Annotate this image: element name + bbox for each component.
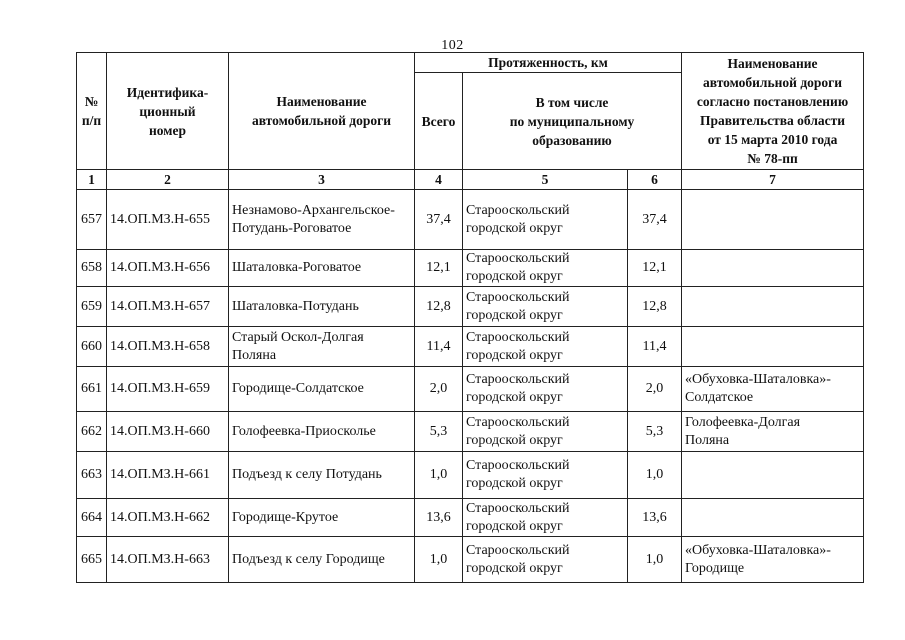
header-previous-name: Наименование автомобильной дороги согласно постановлению Правительства области от 15 марта 2010 года № 78-пп: [682, 53, 864, 170]
previous-name: [682, 499, 864, 537]
column-number-row: [77, 170, 864, 190]
table-row: [77, 287, 864, 327]
length-municipality: 13,6: [628, 499, 682, 537]
road-name: Городище-Крутое: [229, 499, 415, 537]
row-number: 658: [77, 250, 107, 287]
road-name: Городище-Солдатское: [229, 367, 415, 412]
previous-name: Голофеевка-Долгая Поляна: [682, 412, 864, 452]
municipality: Старооскольский городской округ: [463, 412, 628, 452]
row-number: 657: [77, 190, 107, 250]
road-id: 14.ОП.МЗ.Н-660: [107, 412, 229, 452]
length-total: 12,8: [415, 287, 463, 327]
header-road-name: Наименование автомобильной дороги: [229, 53, 415, 170]
road-id: 14.ОП.МЗ.Н-659: [107, 367, 229, 412]
previous-name: «Обуховка-Шаталовка»- Солдатское: [682, 367, 864, 412]
row-number: 662: [77, 412, 107, 452]
length-total: 37,4: [415, 190, 463, 250]
header-id: Идентифика- ционный номер: [107, 53, 229, 170]
road-name: Подъезд к селу Городище: [229, 537, 415, 583]
column-number: 1: [77, 170, 107, 190]
road-id: 14.ОП.МЗ.Н-655: [107, 190, 229, 250]
table-row: [77, 367, 864, 412]
header-num: № п/п: [77, 53, 107, 170]
municipality: Старооскольский городской округ: [463, 367, 628, 412]
length-municipality: 1,0: [628, 452, 682, 499]
length-municipality: 5,3: [628, 412, 682, 452]
length-municipality: 2,0: [628, 367, 682, 412]
length-total: 2,0: [415, 367, 463, 412]
municipality: Старооскольский городской округ: [463, 499, 628, 537]
column-number: 7: [682, 170, 864, 190]
row-number: 665: [77, 537, 107, 583]
length-municipality: 12,1: [628, 250, 682, 287]
row-number: 659: [77, 287, 107, 327]
length-total: 1,0: [415, 537, 463, 583]
road-name: Шаталовка-Роговатое: [229, 250, 415, 287]
page-number: 102: [441, 38, 464, 53]
table-row: [77, 327, 864, 367]
road-id: 14.ОП.МЗ.Н-656: [107, 250, 229, 287]
length-total: 5,3: [415, 412, 463, 452]
road-id: 14.ОП.МЗ.Н-658: [107, 327, 229, 367]
length-total: 13,6: [415, 499, 463, 537]
row-number: 660: [77, 327, 107, 367]
road-name: Голофеевка-Приосколье: [229, 412, 415, 452]
header-total: Всего: [415, 73, 463, 170]
road-id: 14.ОП.МЗ.Н-661: [107, 452, 229, 499]
municipality: Старооскольский городской округ: [463, 190, 628, 250]
previous-name: [682, 327, 864, 367]
road-id: 14.ОП.МЗ.Н-663: [107, 537, 229, 583]
column-number: 4: [415, 170, 463, 190]
column-number: 6: [628, 170, 682, 190]
column-number: 3: [229, 170, 415, 190]
header-municipality: В том числе по муниципальному образованию: [463, 73, 682, 170]
length-total: 11,4: [415, 327, 463, 367]
road-id: 14.ОП.МЗ.Н-657: [107, 287, 229, 327]
previous-name: [682, 190, 864, 250]
length-municipality: 11,4: [628, 327, 682, 367]
length-municipality: 1,0: [628, 537, 682, 583]
previous-name: [682, 287, 864, 327]
municipality: Старооскольский городской округ: [463, 250, 628, 287]
length-total: 12,1: [415, 250, 463, 287]
table-row: [77, 412, 864, 452]
road-name: Старый Оскол-Долгая Поляна: [229, 327, 415, 367]
municipality: Старооскольский городской округ: [463, 537, 628, 583]
municipality: Старооскольский городской округ: [463, 452, 628, 499]
table-row: [77, 499, 864, 537]
road-name: Подъезд к селу Потудань: [229, 452, 415, 499]
road-name: Незнамово-Архангельское- Потудань-Роговатое: [229, 190, 415, 250]
previous-name: «Обуховка-Шаталовка»- Городище: [682, 537, 864, 583]
row-number: 664: [77, 499, 107, 537]
table-row: [77, 537, 864, 583]
header-length-group: Протяженность, км: [415, 53, 682, 73]
road-name: Шаталовка-Потудань: [229, 287, 415, 327]
road-registry-table: [76, 52, 864, 583]
length-municipality: 12,8: [628, 287, 682, 327]
row-number: 661: [77, 367, 107, 412]
length-municipality: 37,4: [628, 190, 682, 250]
previous-name: [682, 250, 864, 287]
table-row: [77, 452, 864, 499]
column-number: 2: [107, 170, 229, 190]
row-number: 663: [77, 452, 107, 499]
column-number: 5: [463, 170, 628, 190]
table-row: [77, 250, 864, 287]
length-total: 1,0: [415, 452, 463, 499]
municipality: Старооскольский городской округ: [463, 287, 628, 327]
road-id: 14.ОП.МЗ.Н-662: [107, 499, 229, 537]
municipality: Старооскольский городской округ: [463, 327, 628, 367]
table-row: [77, 190, 864, 250]
previous-name: [682, 452, 864, 499]
